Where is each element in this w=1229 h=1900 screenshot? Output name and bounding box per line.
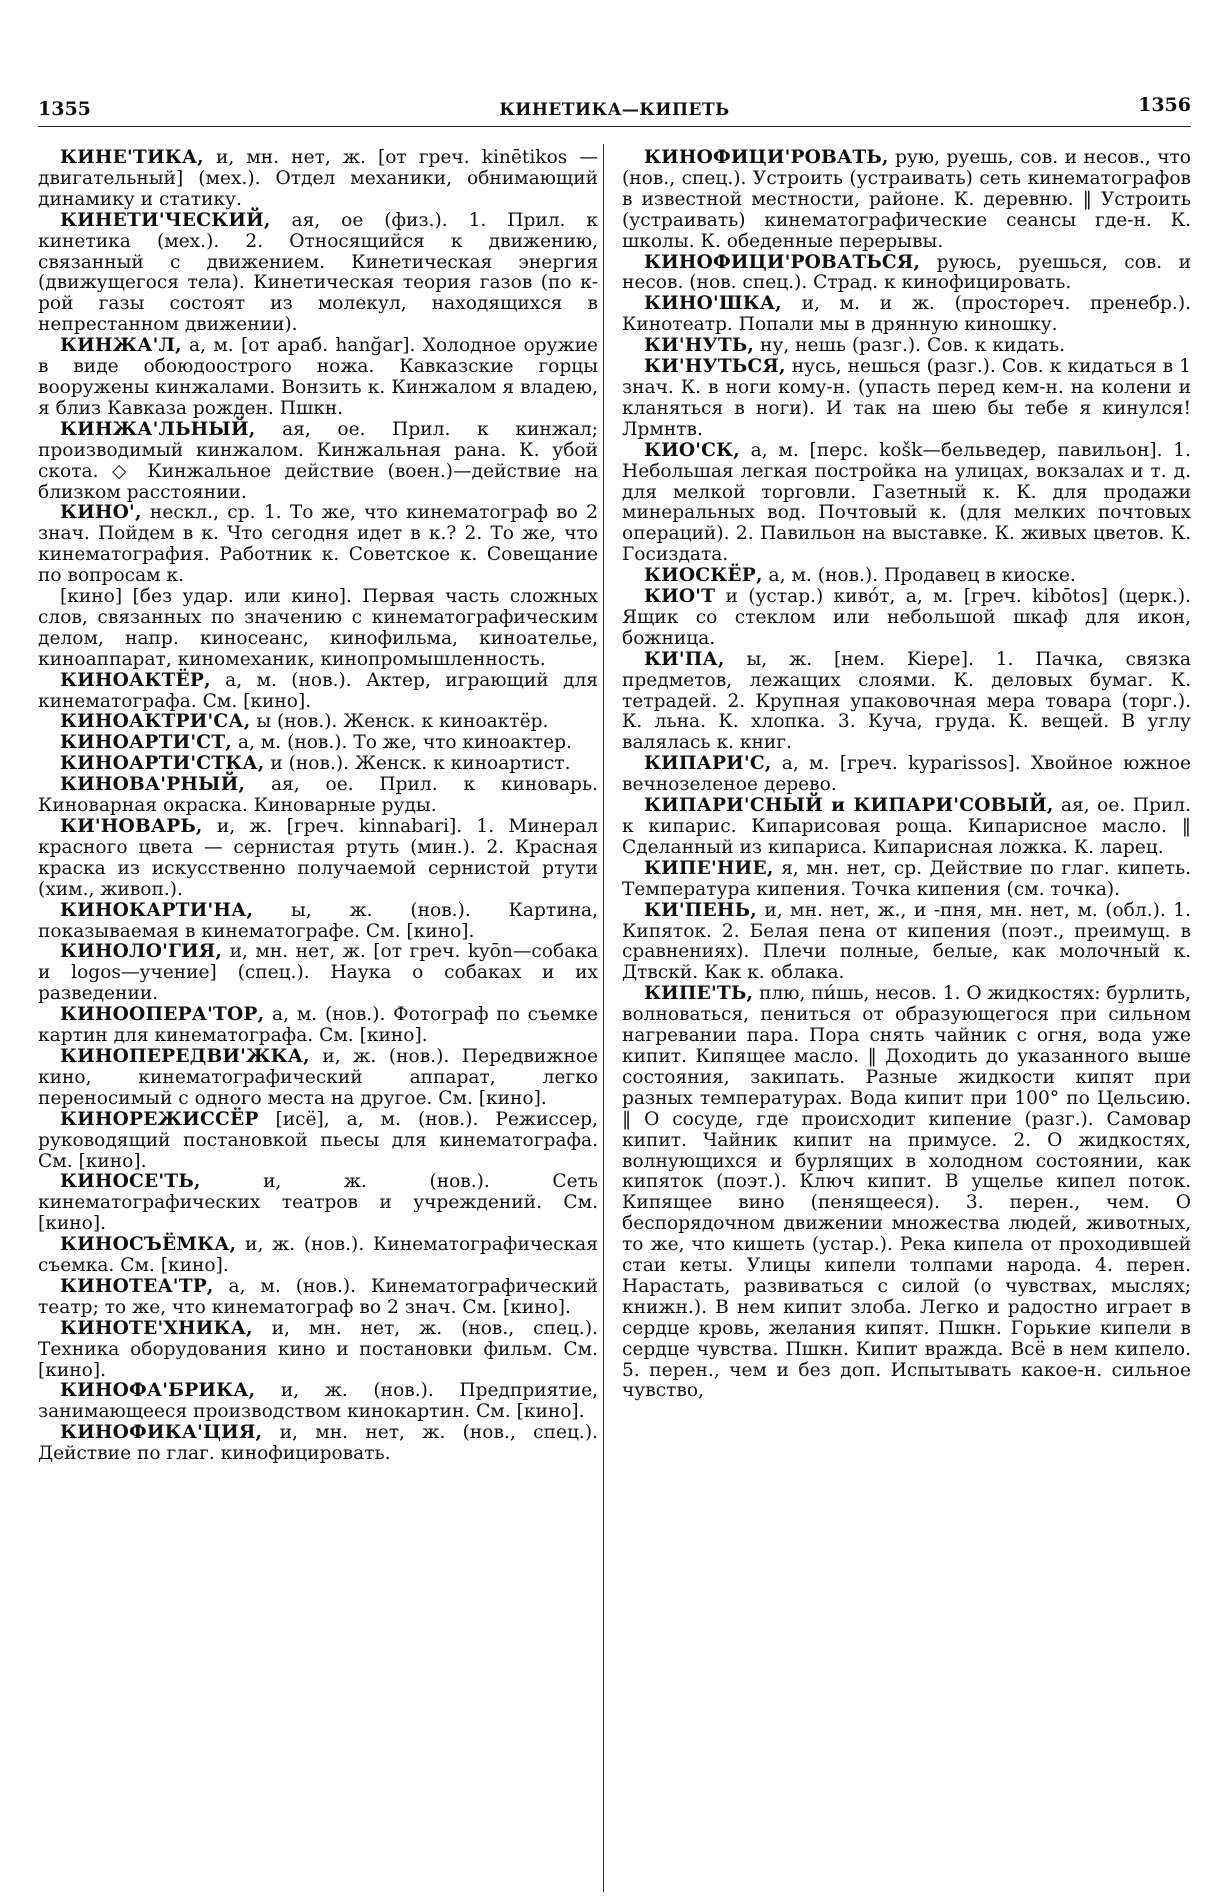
entry-headword: КИОСКЁР, bbox=[644, 565, 763, 587]
entry-definition: я, мн. нет, ср. Действие по глаг. кипеть. Температура кипения. Точка кипения (см. точка). bbox=[622, 857, 1191, 900]
entry-headword: КИНОТЕА'ТР, bbox=[60, 1275, 214, 1297]
entry-definition: ы, ж. (нов.). Картина, показываемая в кинематографе. См. [кино]. bbox=[38, 899, 598, 942]
dictionary-entry bbox=[622, 148, 1191, 253]
dictionary-entry bbox=[38, 1005, 598, 1047]
dictionary-entry bbox=[622, 587, 1191, 650]
dictionary-entry bbox=[38, 754, 598, 775]
column-divider bbox=[603, 144, 604, 1892]
dictionary-entry bbox=[622, 754, 1191, 796]
entry-definition: и, ж. (нов.). Сеть кинематографических театров и учреждений. См. [кино]. bbox=[38, 1171, 598, 1235]
dictionary-entry bbox=[38, 817, 598, 901]
entry-definition: ая, ое. Прил. к кипарис. Кипарисовая роща. Кипарисное масло. ‖ Сделанный из кипариса. Кипарисная ложка. К. ларец. bbox=[622, 795, 1191, 858]
entry-definition: ну, нешь (разг.). Сов. к кидать. bbox=[754, 335, 1066, 357]
dictionary-entry bbox=[38, 775, 598, 817]
dictionary-entry bbox=[38, 1235, 598, 1277]
dictionary-entry bbox=[38, 733, 598, 754]
entry-headword: КИНО'ШКА, bbox=[644, 293, 782, 315]
dictionary-entry bbox=[622, 357, 1191, 441]
dictionary-entry bbox=[38, 901, 598, 943]
dictionary-entry bbox=[38, 942, 598, 1005]
entry-definition: и, мн. нет, ж. (нов., спец.). Техника оборудования кино и постановки фильм. См. [кино]. bbox=[38, 1317, 598, 1381]
dictionary-entry bbox=[38, 148, 598, 211]
entry-headword: КИНОПЕРЕДВИ'ЖКА, bbox=[60, 1045, 310, 1067]
entry-headword: КИО'СК, bbox=[644, 439, 740, 461]
entry-headword: КИНОЛО'ГИЯ, bbox=[60, 941, 223, 963]
entry-definition: [исё], а, м. (нов.). Режиссер, руководящий постановкой пьесы для кинематографа. См. [кино]. bbox=[38, 1108, 598, 1172]
entry-definition: а, м. [перс. košk—бельведер, павильон]. 1. Небольшая легкая постройка на улицах, вокзалах и т. д. для мелкой торговли. Газетный к. К. для продажи минеральных вод. Почтовый к. (для мелких почтовых операций). 2. Павильон на выставке. К. живых цветов. К. Госиздата. bbox=[622, 439, 1191, 566]
entry-headword: КИПЕ'ТЬ, bbox=[644, 983, 754, 1005]
dictionary-entry bbox=[622, 650, 1191, 755]
entry-definition: и, мн. нет, ж. [от греч. kyōn—собака и logos—учение] (спец.). Наука о собаках и их разведении. bbox=[38, 941, 598, 1005]
entry-headword: КИ'ПЕНЬ, bbox=[644, 899, 757, 921]
entry-definition: а, м. [греч. kyparissos]. Хвойное южное вечнозеленое дерево. bbox=[622, 753, 1191, 796]
entry-headword: КИПАРИ'С, bbox=[644, 753, 772, 775]
dictionary-entry bbox=[38, 587, 598, 671]
left-column bbox=[38, 148, 598, 1888]
dictionary-entry bbox=[622, 901, 1191, 985]
dictionary-entry bbox=[622, 441, 1191, 566]
entry-headword: КИ'НУТЬСЯ, bbox=[644, 356, 786, 378]
entry-headword: КИО'Т bbox=[644, 586, 716, 608]
right-column bbox=[622, 148, 1191, 1888]
page-header bbox=[38, 92, 1191, 127]
entry-headword: КИНОФИЦИ'РОВАТЬСЯ, bbox=[644, 251, 921, 273]
entry-headword: КИНОРЕЖИССЁР bbox=[60, 1108, 259, 1130]
dictionary-entry bbox=[622, 566, 1191, 587]
entry-headword: КИНОТЕ'ХНИКА, bbox=[60, 1317, 253, 1339]
entry-headword: КИНОСЕ'ТЬ, bbox=[60, 1171, 201, 1193]
entry-headword: КИНОСЪЁМКА, bbox=[60, 1234, 237, 1256]
entry-headword: КИ'ПА, bbox=[644, 648, 725, 670]
entry-definition: ы, ж. [нем. Kiepe]. 1. Пачка, связка предметов, лежащих слоями. К. деловых бумаг. К. тетрадей. 2. Крупная упаковочная мера товара (торг.). К. льна. К. хлопка. 3. Куча, груда. К. вещей. В углу валялась к. книг. bbox=[622, 648, 1191, 754]
dictionary-entry bbox=[38, 1319, 598, 1382]
dictionary-entry bbox=[38, 336, 598, 420]
running-title: КИНЕТИКА—КИПЕТЬ bbox=[499, 100, 730, 120]
dictionary-entry bbox=[38, 671, 598, 713]
entry-headword: КИНОФА'БРИКА, bbox=[60, 1380, 256, 1402]
entry-definition: нусь, нешься (разг.). Сов. к кидаться в 1 знач. К. в ноги кому-н. (упасть перед кем-н. на колени и кланяться в ноги). И так на шею бы тебе я кинулся! Лрмнтв. bbox=[622, 356, 1191, 440]
entry-definition: и (нов.). Женск. к киноартист. bbox=[264, 753, 571, 775]
entry-definition: и, мн. нет, ж. [от греч. kinētikos — двигательный] (мех.). Отдел механики, обнимающий динамику и статику. bbox=[38, 148, 598, 210]
entry-definition: ая, ое. Прил. к киноварь. Киноварная окраска. Киноварные руды. bbox=[38, 774, 598, 817]
entry-headword: КИНОФИКА'ЦИЯ, bbox=[60, 1422, 263, 1444]
entry-definition: [кино] [без удар. или кино]. Первая часть сложных слов, связанных по значению с кинематографическим делом, напр. киносеанс, кинофильма, киноателье, киноаппарат, киномеханик, кинопромышленность. bbox=[38, 586, 598, 670]
entry-headword: КИПАРИ'СНЫЙ и КИПАРИ'СОВЫЙ, bbox=[644, 795, 1054, 817]
entry-headword: КИНЕ'ТИКА, bbox=[60, 148, 204, 168]
dictionary-entry bbox=[38, 211, 598, 336]
entry-headword: КИНОАРТИ'СТ, bbox=[60, 732, 232, 754]
entry-headword: КИНЕТИ'ЧЕСКИЙ, bbox=[60, 209, 271, 231]
entry-definition: а, м. [от араб. hanğar]. Холодное оружие в виде обоюдоострого ножа. Кавказские горцы вооружены кинжалами. Вонзить к. Кинжалом я владею, я близ Кавказа рожден. Пшкн. bbox=[38, 335, 598, 419]
dictionary-entry bbox=[622, 859, 1191, 901]
entry-headword: КИНООПЕРА'ТОР, bbox=[60, 1004, 265, 1026]
entry-definition: а, м. (нов.). То же, что киноактер. bbox=[231, 732, 572, 754]
entry-headword: КИ'НУТЬ, bbox=[644, 335, 755, 357]
entry-definition: а, м. (нов.). Фотограф по съемке картин для кинематографа. См. [кино]. bbox=[38, 1004, 598, 1047]
dictionary-entry bbox=[38, 1172, 598, 1235]
entry-definition: и, м. и ж. (простореч. пренебр.). Кинотеатр. Попали мы в дрянную киношку. bbox=[622, 293, 1191, 336]
entry-definition: и, ж. [греч. kinnabari]. 1. Минерал красного цвета — сернистая ртуть (мин.). 2. Красная краска из искусственно получаемой сернистой ртути (хим., живоп.). bbox=[38, 816, 598, 900]
dictionary-entry bbox=[622, 294, 1191, 336]
entry-definition: ая, ое (физ.). 1. Прил. к кинетика (мех.). 2. Относящийся к движению, связанный с движением. Кинетическая энергия (движущегося тела). Кинетическая теория газов (по к-рой газы состоят из молекул, находящихся в непрестанном движении). bbox=[38, 209, 598, 336]
entry-definition: рую, руешь, сов. и несов., что (нов., спец.). Устроить (устраивать) сеть кинематографов в известной местности, районе. К. деревню. ‖ Устроить (устраивать) кинематографические сеансы где-н. К. школы. К. обеденные перерывы. bbox=[622, 148, 1191, 252]
entry-headword: КИНОАКТЁР, bbox=[60, 669, 211, 691]
dictionary-entry bbox=[38, 1381, 598, 1423]
entry-headword: КИНОАКТРИ'СА, bbox=[60, 711, 251, 733]
entry-headword: КИНО', bbox=[60, 502, 142, 524]
entry-definition: и, ж. (нов.). Предприятие, занимающееся производством кинокартин. См. [кино]. bbox=[38, 1380, 598, 1423]
entry-definition: руюсь, руешься, сов. и несов. (нов. спец.). Страд. к кинофицировать. bbox=[622, 251, 1191, 294]
entry-definition: и, ж. (нов.). Передвижное кино, кинематографический аппарат, легко переносимый с одного места на другое. См. [кино]. bbox=[38, 1045, 598, 1109]
dictionary-entry bbox=[38, 1110, 598, 1173]
dictionary-entry bbox=[38, 503, 598, 587]
entry-headword: КИНЖА'Л, bbox=[60, 335, 182, 357]
entry-headword: КИПЕ'НИЕ, bbox=[644, 857, 774, 879]
dictionary-entry bbox=[622, 336, 1191, 357]
entry-definition: и, мн. нет, ж. (нов., спец.). Действие по глаг. кинофицировать. bbox=[38, 1422, 598, 1465]
entry-definition: и, мн. нет, ж., и -пня, мн. нет, м. (обл.). 1. Кипяток. 2. Белая пена от кипения (поэт., преимущ. в сравнениях). Плечи полные, белые, как молочный к. Дтвскй. Как к. облака. bbox=[622, 899, 1191, 984]
dictionary-entry bbox=[622, 796, 1191, 859]
entry-definition: а, м. (нов.). Кинематографический театр; то же, что кинематограф во 2 знач. См. [кино]. bbox=[38, 1275, 598, 1318]
dictionary-entry bbox=[38, 1423, 598, 1465]
entry-headword: КИНЖА'ЛЬНЫЙ, bbox=[60, 418, 256, 440]
dictionary-entry bbox=[38, 1277, 598, 1319]
entry-headword: КИНОКАРТИ'НА, bbox=[60, 899, 254, 921]
dictionary-entry bbox=[622, 984, 1191, 1402]
dictionary-entry bbox=[38, 1047, 598, 1110]
dictionary-entry bbox=[622, 253, 1191, 295]
entry-headword: КИНОФИЦИ'РОВАТЬ, bbox=[644, 148, 889, 168]
entry-definition: ы (нов.). Женск. к киноактёр. bbox=[250, 711, 549, 733]
entry-definition: и, ж. (нов.). Кинематографическая съемка. См. [кино]. bbox=[38, 1234, 598, 1277]
entry-definition: нескл., ср. 1. То же, что кинематограф во 2 знач. Пойдем в к. Что сегодня идет в к.? 2. То же, что кинематография. Работник к. Советское к. Совещание по вопросам к. bbox=[38, 502, 598, 587]
entry-headword: КИНОАРТИ'СТКА, bbox=[60, 753, 265, 775]
page-number-right: 1356 bbox=[1138, 94, 1191, 116]
dictionary-entry bbox=[38, 420, 598, 504]
entry-definition: ая, ое. Прил. к кинжал; производимый кинжалом. Кинжальная рана. К. убой скота. ◇ Кинжальное действие (воен.)—действие на близком расстоянии. bbox=[38, 418, 598, 503]
entry-definition: и (устар.) киво́т, а, м. [греч. kibōtos] (церк.). Ящик со стеклом или небольшой шкаф для икон, божница. bbox=[622, 586, 1191, 649]
entry-definition: а, м. (нов.). Актер, играющий для кинематографа. См. [кино]. bbox=[38, 669, 598, 712]
entry-definition: плю, пи́шь, несов. 1. О жидкостях: бурлить, волноваться, пениться от образующегося при сильном нагревании пара. Пора снять чайник с огня, вода уже кипит. Кипящее масло. ‖ Доходить до указанного выше состояния, закипать. Разные жидкости кипят при разных температурах. Вода кипит при 100° по Цельсию. ‖ О сосуде, где происходит кипение (разг.). Самовар кипит. Чайник кипит на примусе. 2. О жидкостях, волнующихся и бурлящих в холодном состоянии, как кипяток (поэт.). Ключ кипит. В ущелье кипел поток. Кипящее вино (пенящееся). 3. перен., чем. О беспорядочном движении множества людей, животных, то же, что кишеть (устар.). Река кипела от проходившей стаи кеты. Улицы кипели толпами народа. 4. перен. Нарастать, развиваться с силой (о чувствах, мыслях; книжн.). В нем кипит злоба. Легко и радостно играет в сердце кровь, желания кипят. Пшкн. Горькие кипели в сердце чувства. Пшкн. Кипит вражда. Всё в нем кипело. 5. перен., чем и без доп. Испытывать какое-н. сильное чувство, bbox=[622, 983, 1191, 1402]
dictionary-entry bbox=[38, 712, 598, 733]
entry-headword: КИНОВА'РНЫЙ, bbox=[60, 774, 246, 796]
page-number-left: 1355 bbox=[38, 98, 91, 120]
entry-headword: КИ'НОВАРЬ, bbox=[60, 816, 203, 837]
entry-definition: а, м. (нов.). Продавец в киоске. bbox=[762, 565, 1076, 587]
